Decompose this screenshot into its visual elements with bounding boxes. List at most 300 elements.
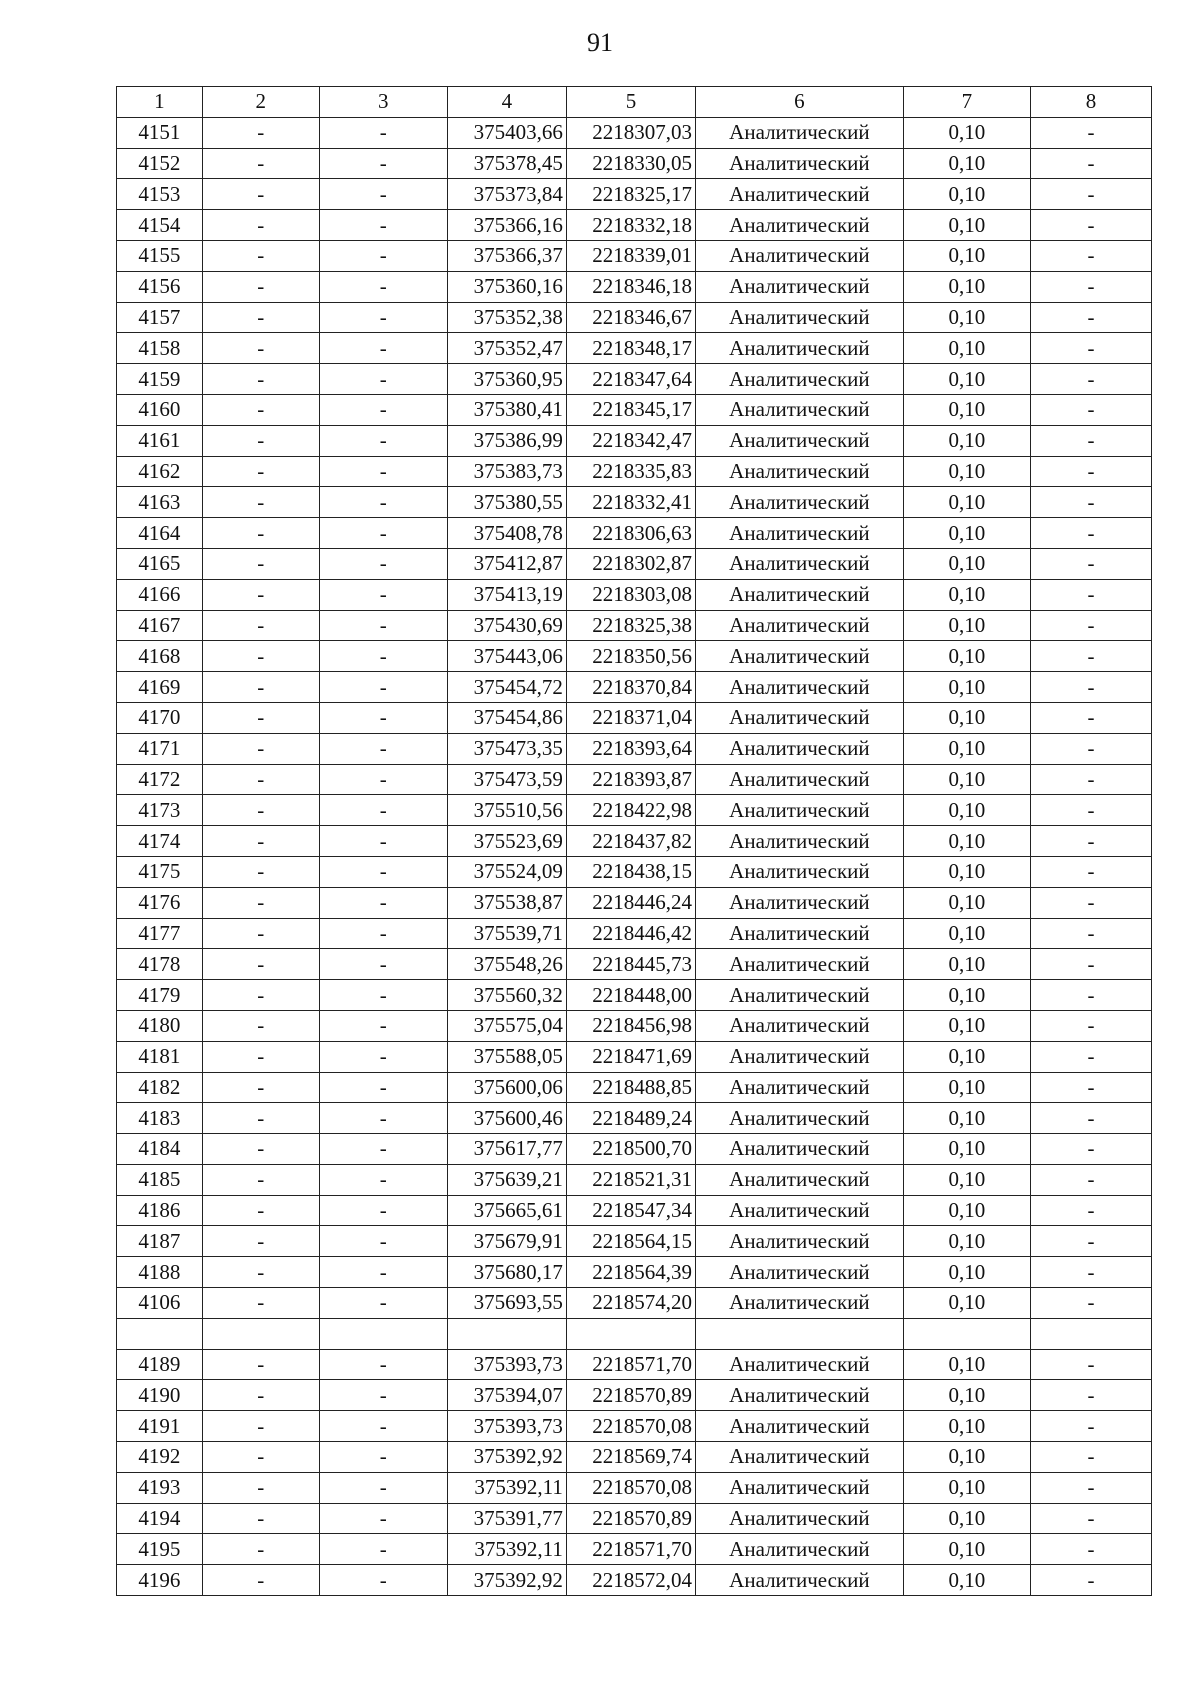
table-cell: - bbox=[1030, 795, 1151, 826]
table-cell: 375352,47 bbox=[447, 333, 566, 364]
table-cell: Аналитический bbox=[696, 302, 904, 333]
table-cell bbox=[696, 1318, 904, 1349]
table-cell: 4151 bbox=[117, 117, 203, 148]
table-cell: - bbox=[319, 702, 447, 733]
table-cell: - bbox=[319, 1565, 447, 1596]
table-cell: - bbox=[319, 949, 447, 980]
column-header: 7 bbox=[903, 87, 1030, 118]
table-row bbox=[117, 1103, 1152, 1134]
table-cell: 0,10 bbox=[903, 148, 1030, 179]
table-cell: 2218438,15 bbox=[566, 856, 695, 887]
table-cell: - bbox=[202, 579, 319, 610]
table-cell: Аналитический bbox=[696, 826, 904, 857]
table-row bbox=[117, 795, 1152, 826]
table-cell: Аналитический bbox=[696, 487, 904, 518]
header-row bbox=[117, 87, 1152, 118]
table-cell: 4192 bbox=[117, 1442, 203, 1473]
table-cell: 375430,69 bbox=[447, 610, 566, 641]
table-row bbox=[117, 1411, 1152, 1442]
table-cell: 0,10 bbox=[903, 702, 1030, 733]
table-row bbox=[117, 1195, 1152, 1226]
table-row bbox=[117, 702, 1152, 733]
table-cell: - bbox=[202, 826, 319, 857]
coordinates-table bbox=[116, 86, 1152, 1596]
table-row bbox=[117, 887, 1152, 918]
table-cell: - bbox=[202, 1226, 319, 1257]
column-header: 5 bbox=[566, 87, 695, 118]
table-cell: 375352,38 bbox=[447, 302, 566, 333]
table-cell: 375393,73 bbox=[447, 1411, 566, 1442]
table-cell: Аналитический bbox=[696, 672, 904, 703]
table-cell: - bbox=[1030, 394, 1151, 425]
table-cell: 0,10 bbox=[903, 364, 1030, 395]
table-cell: - bbox=[319, 672, 447, 703]
table-cell: 375360,95 bbox=[447, 364, 566, 395]
table-cell: 4183 bbox=[117, 1103, 203, 1134]
table-row bbox=[117, 733, 1152, 764]
table-row bbox=[117, 302, 1152, 333]
table-cell: - bbox=[1030, 302, 1151, 333]
table-cell: Аналитический bbox=[696, 641, 904, 672]
table-cell: 0,10 bbox=[903, 641, 1030, 672]
table-cell: - bbox=[319, 394, 447, 425]
table-cell: 375560,32 bbox=[447, 980, 566, 1011]
table-cell: Аналитический bbox=[696, 333, 904, 364]
table-cell: 2218346,18 bbox=[566, 271, 695, 302]
table-cell: - bbox=[1030, 1411, 1151, 1442]
table-row bbox=[117, 240, 1152, 271]
table-cell: 0,10 bbox=[903, 1134, 1030, 1165]
table-cell: - bbox=[1030, 1565, 1151, 1596]
table-body bbox=[117, 117, 1152, 1595]
table-cell: - bbox=[1030, 548, 1151, 579]
table-cell: - bbox=[319, 733, 447, 764]
table-cell: - bbox=[1030, 887, 1151, 918]
table-cell: - bbox=[202, 487, 319, 518]
table-cell: - bbox=[319, 887, 447, 918]
table-cell: 375473,35 bbox=[447, 733, 566, 764]
table-cell: 2218547,34 bbox=[566, 1195, 695, 1226]
table-cell: - bbox=[202, 456, 319, 487]
table-row bbox=[117, 1318, 1152, 1349]
table-cell: 375680,17 bbox=[447, 1257, 566, 1288]
table-cell: 4189 bbox=[117, 1349, 203, 1380]
table-cell: 2218335,83 bbox=[566, 456, 695, 487]
table-cell: 2218307,03 bbox=[566, 117, 695, 148]
table-cell: - bbox=[1030, 980, 1151, 1011]
table-cell: 4174 bbox=[117, 826, 203, 857]
table-cell: 4186 bbox=[117, 1195, 203, 1226]
table-cell: 4182 bbox=[117, 1072, 203, 1103]
table-row bbox=[117, 548, 1152, 579]
table-cell: - bbox=[319, 641, 447, 672]
table-cell: 0,10 bbox=[903, 333, 1030, 364]
table-cell: - bbox=[1030, 1195, 1151, 1226]
table-cell: Аналитический bbox=[696, 856, 904, 887]
table-cell: Аналитический bbox=[696, 1288, 904, 1319]
table-cell: 375443,06 bbox=[447, 641, 566, 672]
table-cell: - bbox=[202, 394, 319, 425]
table-cell: 0,10 bbox=[903, 1164, 1030, 1195]
table-cell: 4190 bbox=[117, 1380, 203, 1411]
table-cell: - bbox=[202, 1442, 319, 1473]
table-cell: - bbox=[202, 733, 319, 764]
table-cell: 2218570,08 bbox=[566, 1472, 695, 1503]
table-cell: - bbox=[319, 1134, 447, 1165]
table-cell: 375679,91 bbox=[447, 1226, 566, 1257]
table-cell: - bbox=[1030, 456, 1151, 487]
table-row bbox=[117, 1349, 1152, 1380]
table-cell: 4164 bbox=[117, 518, 203, 549]
table-cell: - bbox=[202, 1010, 319, 1041]
table-cell: - bbox=[319, 148, 447, 179]
table-row bbox=[117, 826, 1152, 857]
table-cell: - bbox=[1030, 918, 1151, 949]
table-cell: 2218302,87 bbox=[566, 548, 695, 579]
table-cell: - bbox=[319, 548, 447, 579]
table-cell: - bbox=[202, 425, 319, 456]
table-cell: 0,10 bbox=[903, 394, 1030, 425]
table-row bbox=[117, 856, 1152, 887]
table-cell: Аналитический bbox=[696, 1349, 904, 1380]
table-cell: - bbox=[202, 518, 319, 549]
table-cell: - bbox=[1030, 764, 1151, 795]
table-cell bbox=[202, 1318, 319, 1349]
table-row bbox=[117, 210, 1152, 241]
table-row bbox=[117, 610, 1152, 641]
table-cell: - bbox=[202, 1134, 319, 1165]
table-cell: - bbox=[202, 764, 319, 795]
table-cell: 2218325,38 bbox=[566, 610, 695, 641]
table-cell: Аналитический bbox=[696, 1472, 904, 1503]
table-cell: 0,10 bbox=[903, 456, 1030, 487]
table-cell: - bbox=[202, 672, 319, 703]
table-cell bbox=[566, 1318, 695, 1349]
table-cell: - bbox=[319, 179, 447, 210]
table-cell: Аналитический bbox=[696, 1411, 904, 1442]
table-cell: 375538,87 bbox=[447, 887, 566, 918]
table-cell: 375693,55 bbox=[447, 1288, 566, 1319]
table-cell: 375524,09 bbox=[447, 856, 566, 887]
table-cell: 2218332,41 bbox=[566, 487, 695, 518]
table-cell: 0,10 bbox=[903, 240, 1030, 271]
table-cell: - bbox=[202, 302, 319, 333]
table-cell: 375665,61 bbox=[447, 1195, 566, 1226]
table-cell: 4152 bbox=[117, 148, 203, 179]
table-cell: - bbox=[319, 1164, 447, 1195]
table-cell: 2218564,15 bbox=[566, 1226, 695, 1257]
table-cell: 375548,26 bbox=[447, 949, 566, 980]
table-cell: 0,10 bbox=[903, 302, 1030, 333]
table-cell: - bbox=[319, 240, 447, 271]
table-cell: 4177 bbox=[117, 918, 203, 949]
table-cell: 4159 bbox=[117, 364, 203, 395]
table-cell: 4167 bbox=[117, 610, 203, 641]
table-cell: 2218572,04 bbox=[566, 1565, 695, 1596]
table-cell: 0,10 bbox=[903, 1226, 1030, 1257]
table-cell: 2218437,82 bbox=[566, 826, 695, 857]
table-cell: - bbox=[202, 1503, 319, 1534]
table-cell: 4166 bbox=[117, 579, 203, 610]
table-cell: 4178 bbox=[117, 949, 203, 980]
table-cell: 375403,66 bbox=[447, 117, 566, 148]
table-cell: - bbox=[202, 548, 319, 579]
table-cell: 4163 bbox=[117, 487, 203, 518]
table-cell: - bbox=[202, 1472, 319, 1503]
table-cell: - bbox=[319, 1472, 447, 1503]
table-cell: - bbox=[1030, 1041, 1151, 1072]
table-cell: - bbox=[1030, 148, 1151, 179]
table-cell: 375392,92 bbox=[447, 1565, 566, 1596]
table-cell: 2218564,39 bbox=[566, 1257, 695, 1288]
table-cell: 0,10 bbox=[903, 672, 1030, 703]
table-cell: - bbox=[1030, 210, 1151, 241]
table-row bbox=[117, 1442, 1152, 1473]
table-cell: - bbox=[202, 1041, 319, 1072]
table-cell: Аналитический bbox=[696, 764, 904, 795]
table-cell: - bbox=[319, 1041, 447, 1072]
table-cell: - bbox=[319, 1010, 447, 1041]
table-cell: - bbox=[319, 1195, 447, 1226]
table-cell: 4169 bbox=[117, 672, 203, 703]
column-header: 2 bbox=[202, 87, 319, 118]
table-cell: 0,10 bbox=[903, 1349, 1030, 1380]
table-cell: 2218422,98 bbox=[566, 795, 695, 826]
table-cell: - bbox=[202, 210, 319, 241]
table-cell: - bbox=[202, 702, 319, 733]
table-cell: - bbox=[1030, 610, 1151, 641]
table-cell: 2218350,56 bbox=[566, 641, 695, 672]
table-cell: - bbox=[319, 1226, 447, 1257]
table-cell: 375380,41 bbox=[447, 394, 566, 425]
table-cell: - bbox=[202, 1534, 319, 1565]
table-cell: 4154 bbox=[117, 210, 203, 241]
table-cell: Аналитический bbox=[696, 518, 904, 549]
table-cell: - bbox=[1030, 1503, 1151, 1534]
table-cell: 4188 bbox=[117, 1257, 203, 1288]
table-cell: - bbox=[319, 333, 447, 364]
table-cell: - bbox=[1030, 1472, 1151, 1503]
table-cell: - bbox=[319, 610, 447, 641]
table-cell: - bbox=[319, 826, 447, 857]
table-cell: 2218371,04 bbox=[566, 702, 695, 733]
table-cell: 0,10 bbox=[903, 1380, 1030, 1411]
table-cell: - bbox=[1030, 1134, 1151, 1165]
table-cell: - bbox=[202, 117, 319, 148]
table-cell: - bbox=[1030, 1010, 1151, 1041]
table-cell: - bbox=[319, 425, 447, 456]
table-cell: - bbox=[202, 1380, 319, 1411]
table-cell: 4155 bbox=[117, 240, 203, 271]
table-cell: 0,10 bbox=[903, 1411, 1030, 1442]
table-cell: - bbox=[319, 1103, 447, 1134]
table-cell: - bbox=[1030, 1164, 1151, 1195]
table-cell: 0,10 bbox=[903, 271, 1030, 302]
table-cell: - bbox=[1030, 641, 1151, 672]
table-row bbox=[117, 764, 1152, 795]
table-cell: - bbox=[1030, 333, 1151, 364]
table-row bbox=[117, 1072, 1152, 1103]
table-cell: - bbox=[202, 641, 319, 672]
table-cell: 0,10 bbox=[903, 548, 1030, 579]
table-cell: 0,10 bbox=[903, 1041, 1030, 1072]
table-cell: 4187 bbox=[117, 1226, 203, 1257]
table-cell: - bbox=[202, 1257, 319, 1288]
table-cell: - bbox=[319, 117, 447, 148]
table-cell: 375454,72 bbox=[447, 672, 566, 703]
table-cell: - bbox=[319, 364, 447, 395]
table-cell: Аналитический bbox=[696, 179, 904, 210]
table-row bbox=[117, 1534, 1152, 1565]
table-cell: 375392,11 bbox=[447, 1472, 566, 1503]
table-row bbox=[117, 1257, 1152, 1288]
table-cell bbox=[903, 1318, 1030, 1349]
table-row bbox=[117, 487, 1152, 518]
table-cell: 0,10 bbox=[903, 1534, 1030, 1565]
table-cell: Аналитический bbox=[696, 1534, 904, 1565]
table-cell: 375391,77 bbox=[447, 1503, 566, 1534]
table-cell: 0,10 bbox=[903, 1010, 1030, 1041]
table-cell: - bbox=[1030, 1257, 1151, 1288]
table-cell: - bbox=[1030, 271, 1151, 302]
table-cell: Аналитический bbox=[696, 980, 904, 1011]
table-cell: 0,10 bbox=[903, 918, 1030, 949]
table-cell: 2218570,89 bbox=[566, 1503, 695, 1534]
table-cell: Аналитический bbox=[696, 271, 904, 302]
table-cell: 2218569,74 bbox=[566, 1442, 695, 1473]
table-cell: 0,10 bbox=[903, 1072, 1030, 1103]
table-cell: Аналитический bbox=[696, 240, 904, 271]
table-cell: - bbox=[202, 364, 319, 395]
table-cell: - bbox=[319, 302, 447, 333]
table-cell: 0,10 bbox=[903, 856, 1030, 887]
table-row bbox=[117, 179, 1152, 210]
table-cell: - bbox=[1030, 702, 1151, 733]
table-cell: Аналитический bbox=[696, 918, 904, 949]
table-cell: 2218347,64 bbox=[566, 364, 695, 395]
table-cell: 2218489,24 bbox=[566, 1103, 695, 1134]
table-cell: 4157 bbox=[117, 302, 203, 333]
table-cell: - bbox=[319, 579, 447, 610]
table-cell: - bbox=[319, 1442, 447, 1473]
table-cell: 0,10 bbox=[903, 487, 1030, 518]
table-cell: 4158 bbox=[117, 333, 203, 364]
table-cell: 375366,37 bbox=[447, 240, 566, 271]
table-cell: - bbox=[1030, 1103, 1151, 1134]
table-cell: - bbox=[1030, 1072, 1151, 1103]
table-cell: 2218370,84 bbox=[566, 672, 695, 703]
table-cell: - bbox=[202, 610, 319, 641]
table-cell: - bbox=[202, 148, 319, 179]
table-cell: 4176 bbox=[117, 887, 203, 918]
table-cell: 375394,07 bbox=[447, 1380, 566, 1411]
table-cell: Аналитический bbox=[696, 1103, 904, 1134]
table-cell: Аналитический bbox=[696, 610, 904, 641]
table-cell: 0,10 bbox=[903, 949, 1030, 980]
table-row bbox=[117, 117, 1152, 148]
table-cell: 0,10 bbox=[903, 117, 1030, 148]
table-cell: Аналитический bbox=[696, 1442, 904, 1473]
table-cell: - bbox=[202, 1565, 319, 1596]
column-header: 6 bbox=[696, 87, 904, 118]
table-row bbox=[117, 949, 1152, 980]
table-cell: Аналитический bbox=[696, 1134, 904, 1165]
table-cell: Аналитический bbox=[696, 887, 904, 918]
table-cell: 2218446,24 bbox=[566, 887, 695, 918]
table-cell: 375383,73 bbox=[447, 456, 566, 487]
page-number: 91 bbox=[587, 28, 613, 57]
table-cell: 2218571,70 bbox=[566, 1349, 695, 1380]
table-cell: 0,10 bbox=[903, 1257, 1030, 1288]
table-cell: Аналитический bbox=[696, 1010, 904, 1041]
table-cell: - bbox=[319, 918, 447, 949]
table-cell bbox=[319, 1318, 447, 1349]
table-row bbox=[117, 918, 1152, 949]
table-cell: 2218571,70 bbox=[566, 1534, 695, 1565]
table-cell: - bbox=[202, 1103, 319, 1134]
table-cell: - bbox=[1030, 1442, 1151, 1473]
table-cell: 375373,84 bbox=[447, 179, 566, 210]
table-cell: 0,10 bbox=[903, 1195, 1030, 1226]
table-cell: Аналитический bbox=[696, 1257, 904, 1288]
table-cell: - bbox=[1030, 240, 1151, 271]
table-cell: - bbox=[1030, 672, 1151, 703]
table-cell: 2218393,87 bbox=[566, 764, 695, 795]
table-cell: Аналитический bbox=[696, 795, 904, 826]
table-cell: - bbox=[202, 980, 319, 1011]
table-cell: - bbox=[1030, 1380, 1151, 1411]
table-cell: 0,10 bbox=[903, 610, 1030, 641]
table-cell: 375412,87 bbox=[447, 548, 566, 579]
table-cell: 4156 bbox=[117, 271, 203, 302]
table-cell: - bbox=[1030, 1349, 1151, 1380]
table-cell: - bbox=[202, 887, 319, 918]
table-cell: 2218446,42 bbox=[566, 918, 695, 949]
table-cell: 4106 bbox=[117, 1288, 203, 1319]
table-cell: 2218445,73 bbox=[566, 949, 695, 980]
table-cell: - bbox=[202, 240, 319, 271]
table-cell: 375378,45 bbox=[447, 148, 566, 179]
table-cell: 4195 bbox=[117, 1534, 203, 1565]
table-cell: Аналитический bbox=[696, 1503, 904, 1534]
table-cell: - bbox=[319, 1257, 447, 1288]
table-cell: - bbox=[319, 1503, 447, 1534]
table-cell: - bbox=[202, 1164, 319, 1195]
table-cell: 4181 bbox=[117, 1041, 203, 1072]
table-cell: 375575,04 bbox=[447, 1010, 566, 1041]
table-cell: - bbox=[1030, 1288, 1151, 1319]
table-cell: 375510,56 bbox=[447, 795, 566, 826]
table-cell: 375413,19 bbox=[447, 579, 566, 610]
table-cell: 4196 bbox=[117, 1565, 203, 1596]
table-cell: 2218488,85 bbox=[566, 1072, 695, 1103]
table-cell: Аналитический bbox=[696, 1164, 904, 1195]
table-cell: 2218471,69 bbox=[566, 1041, 695, 1072]
table-cell: 0,10 bbox=[903, 887, 1030, 918]
table-row bbox=[117, 148, 1152, 179]
table-cell: - bbox=[202, 333, 319, 364]
table-row bbox=[117, 456, 1152, 487]
table-cell: 2218330,05 bbox=[566, 148, 695, 179]
table-cell: 0,10 bbox=[903, 795, 1030, 826]
column-header: 1 bbox=[117, 87, 203, 118]
table-cell: - bbox=[1030, 1226, 1151, 1257]
table-cell: 4153 bbox=[117, 179, 203, 210]
table-cell: 0,10 bbox=[903, 1503, 1030, 1534]
table-cell: 375639,21 bbox=[447, 1164, 566, 1195]
table-cell: 375366,16 bbox=[447, 210, 566, 241]
table-cell: - bbox=[202, 1072, 319, 1103]
